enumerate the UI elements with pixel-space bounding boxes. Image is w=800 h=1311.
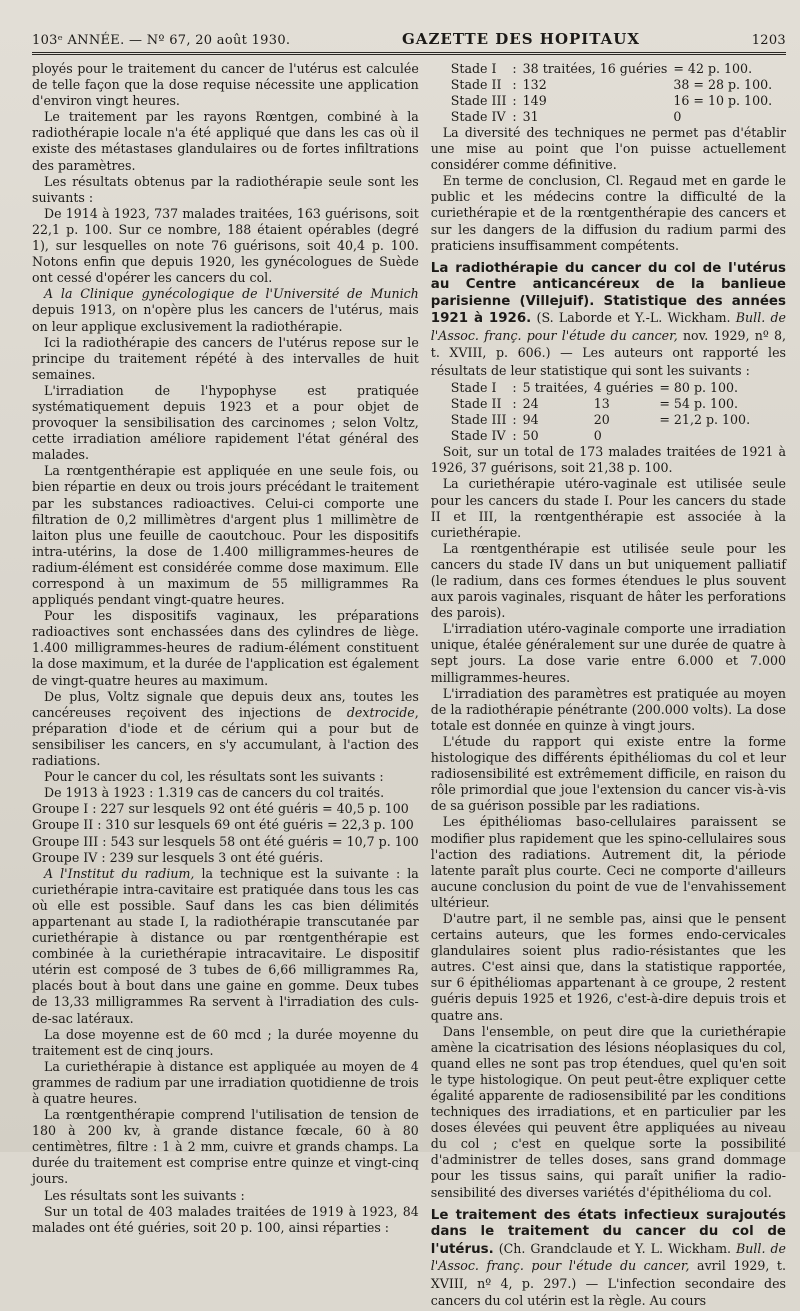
- table-cell: 24: [522, 396, 539, 412]
- table-cell: Stade IV: [450, 428, 506, 444]
- paragraph-text: , préparation d'iode et de cérium qui a pour but de sensibiliser les cancers, en s'y accumulant, à l'action des radiations.: [32, 704, 419, 769]
- paragraph: Les résultats sont les suivants :: [44, 1187, 245, 1203]
- article-title: Le traitement des états infectieux surajoutés dans le traitement du cancer du col de l'utérus.: [430, 1207, 786, 1257]
- table-row: [451, 61, 778, 77]
- stage-table-1: [451, 61, 778, 125]
- table-cell: Stade IV: [450, 109, 506, 124]
- paragraph: La dose moyenne est de 60 mcd ; la durée moyenne du traitement est de cinq jours.: [32, 1026, 419, 1058]
- table-cell: Stade III: [450, 412, 507, 428]
- paragraph: Pour le cancer du col, les résultats sont les suivants :: [44, 769, 384, 785]
- paragraph: L'étude du rapport qui existe entre la forme histologique des différents épithéliomas du col et leur radiosensibilité est extrêmement difficile, en raison du rôle primordial que joue l'extension du cancer vis-à-vis de sa guérison possible par les radiations.: [430, 733, 786, 814]
- emphasis: dextrocide: [346, 704, 415, 720]
- table-cell: :: [512, 396, 517, 412]
- group-line: Groupe III : 543 sur lesquels 58 ont été guéris = 10,7 p. 100: [32, 833, 419, 849]
- paragraph: La curiethérapie à distance est appliquée au moyen de 4 grammes de radium par une irradiation quotidienne de trois à quatre heures.: [32, 1058, 419, 1106]
- left-column: [32, 61, 419, 1235]
- reference-text: avril 1929, t. XVIII, nº 4, p. 297.) — L'infection secondaire des cancers du col utérin est la règle. Au cours: [430, 1258, 787, 1309]
- paragraph-text: De plus, Voltz signale que depuis deux ans, toutes les cancéreuses reçoivent des injections de: [32, 688, 419, 720]
- group-line: Groupe IV : 239 sur lesquels 3 ont été guéris.: [32, 849, 324, 865]
- table-cell: Stade II: [450, 77, 502, 92]
- paragraph: Les épithéliomas baso-cellulaires paraissent se modifier plus rapidement que les spino-cellulaires sous l'action des radiations. Autrement dit, la période latente paraît plus courte. Ceci ne comporte d'ailleurs aucune conclusion du point de vue de l'envahissement ultérieur.: [430, 814, 786, 910]
- table-cell: Stade I: [450, 380, 497, 396]
- paragraph: De 1914 à 1923, 737 malades traitées, 163 guérisons, soit 22,1 p. 100. Sur ce nombre, 188 étaient opérables (degré 1), sur lesquelles on note 76 guérisons, soit 40,4 p. 100. Notons enfin que depuis 1920, les gynécologues de Suède ont cessé d'opérer les cancers du col.: [32, 205, 419, 286]
- paragraph: [32, 286, 419, 334]
- paragraph: Les résultats obtenus par la radiothérapie seule sont les suivants :: [32, 173, 419, 205]
- table-cell: 0: [673, 109, 682, 124]
- journal-citation: Bull. de l'Assoc. franç. pour l'étude du cancer,: [430, 310, 786, 343]
- table-cell: 0: [593, 428, 602, 444]
- emphasis: A l'Institut du radium,: [44, 865, 195, 881]
- paragraph: L'irradiation de l'hypophyse est pratiquée systématiquement depuis 1923 et a pour objet de provoquer la sensibilisation des carcinomes ; selon Voltz, cette irradiation améliore rapidement l'état général des malades.: [32, 382, 419, 463]
- paragraph: Dans l'ensemble, on peut dire que la curiethérapie amène la cicatrisation des lésions néoplasiques du col, quand elles ne sont pas trop étendues, quel qu'en soit le type histologique. On peut peut-être expliquer cette égalité apparente de radiosensibilité par les conditions techniques des irradiations, et en particulier par les doses élevées qui peuvent être appliquées au niveau du col ; c'est en quelque sorte la possibilité d'administrer de telles doses, sans grand dommage pour les tissus sains, qui paraît unifier la radio-sensibilité des diverses variétés d'épithélioma du col.: [430, 1023, 786, 1200]
- table-cell: = 42 p. 100.: [673, 61, 753, 76]
- table-cell: 50: [522, 428, 539, 444]
- table-cell: 38 = 28 p. 100.: [673, 77, 773, 92]
- table-cell: 16 = 10 p. 100.: [673, 93, 773, 108]
- table-row: [451, 109, 778, 125]
- paragraph: D'autre part, il ne semble pas, ainsi que le pensent certains auteurs, que les formes endo-cervicales glandulaires soient plus radio-résistantes que les autres. C'est ainsi que, dans la statistique rapportée, sur 6 épithéliomas appartenant à ce groupe, 2 restent guéris depuis 1925 et 1926, c'est-à-dire depuis trois et quatre ans.: [430, 910, 786, 1023]
- table-row: [451, 412, 756, 428]
- article-heading: [431, 261, 786, 381]
- paragraph: Ici la radiothérapie des cancers de l'utérus repose sur le principe du traitement répété à des intervalles de huit semaines.: [32, 334, 419, 382]
- paragraph: De 1913 à 1923 : 1.319 cas de cancers du col traités.: [44, 785, 385, 801]
- paragraph: La curiethérapie utéro-vaginale est utilisée seule pour les cancers du stade I. Pour les cancers du stade II et III, la rœntgenthérapie est associée à la curiethérapie.: [430, 476, 786, 540]
- paragraph: Pour les dispositifs vaginaux, les préparations radioactives sont enchassées dans des cylindres de liège. 1.400 milligrammes-heures de radium-élément constituent la dose maximum, et la durée de l'application est également de vingt-quatre heures au maximum.: [32, 608, 419, 688]
- table-cell: 31: [522, 109, 539, 124]
- article-heading: [431, 1208, 786, 1311]
- table-cell: 38 traitées, 16 guéries: [522, 61, 668, 76]
- table-cell: :: [512, 412, 517, 428]
- paragraph: L'irradiation utéro-vaginale comporte une irradiation unique, étalée généralement sur une durée de quatre à sept jours. La dose varie entre 6.000 et 7.000 milligrammes-heures.: [430, 621, 786, 685]
- reference-text: nov. 1929, nº 8, t. XVIII, p. 606.) — Les auteurs ont rapporté les résultats de leur statistique qui sont les suivants :: [430, 327, 786, 378]
- table-cell: 20: [593, 412, 610, 428]
- table-cell: :: [512, 77, 517, 92]
- paragraph: [32, 689, 419, 769]
- paragraph-text: la technique est la suivante : la curiethérapie intra-cavitaire est pratiquée dans tous les cas où elle est possible. Sauf dans les cas bien délimités appartenant au stade I, la radiothérapie transcutanée par curiethérapie à distance ou par rœntgenthérapie est combinée à la curiethérapie intracavitaire. Le dispositif utérin est composé de 3 tubes de 6,66 milligrammes Ra, placés bout à bout dans une gaine en gomme. Deux tubes de 13,33 milligrammes Ra servent à l'irradiation des culs-de-sac latéraux.: [32, 865, 419, 1026]
- paragraph: La rœntgenthérapie est utilisée seule pour les cancers du stade IV dans un but uniquement palliatif (le radium, dans ces formes étendues le plus souvent aux parois vaginales, risquant de hâter les perforations des parois).: [430, 540, 786, 621]
- table-cell: Stade I: [450, 61, 497, 76]
- table-row: [451, 380, 756, 396]
- table-cell: :: [512, 109, 517, 124]
- table-cell: 132: [522, 77, 547, 92]
- table-row: [451, 77, 778, 93]
- table-cell: = 54 p. 100.: [659, 396, 739, 412]
- paragraph: En terme de conclusion, Cl. Regaud met en garde le public et les médecins contre la difficulté de la curiethérapie et de la rœntgenthérapie des cancers et sur les dangers de la diffusion du radium parmi des praticiens insuffisamment compétents.: [430, 173, 786, 253]
- article-title: La radiothérapie du cancer du col de l'utérus au Centre anticancéreux de la banlieue parisienne (Villejuif). Statistique des années 1921 à 1926.: [430, 260, 786, 327]
- paragraph: Le traitement par les rayons Rœntgen, combiné à la radiothérapie locale n'a été appliqué que dans les cas où il existe des métastases glandulaires ou de fortes infiltrations des paramètres.: [32, 109, 419, 173]
- paragraph-text: depuis 1913, on n'opère plus les cancers de l'utérus, mais on leur applique exclusivement la radiothérapie.: [32, 302, 419, 334]
- paragraph: La diversité des techniques ne permet pas d'établir une mise au point que l'on puisse actuellement considérer comme définitive.: [430, 125, 786, 173]
- table-row: [451, 396, 756, 412]
- page-header: [32, 30, 786, 55]
- group-line: Groupe I : 227 sur lesquels 92 ont été guéris = 40,5 p. 100: [32, 801, 409, 817]
- table-cell: 4 guéries: [593, 380, 654, 396]
- paragraph: La rœntgenthérapie comprend l'utilisation de tension de 180 à 200 kv, à grande distance fœcale, 60 à 80 centimètres, filtre : 1 à 2 mm, cuivre et grands champs. La durée du traitement est comprise entre quinze et vingt-cinq jours.: [32, 1107, 419, 1187]
- journal-citation: Bull. de l'Assoc. franç. pour l'étude du cancer,: [430, 1240, 786, 1274]
- issue-info: 103ᵉ ANNÉE. — Nº 67, 20 août 1930.: [32, 33, 291, 48]
- group-results: [32, 801, 419, 865]
- table-cell: = 21,2 p. 100.: [659, 412, 751, 428]
- table-cell: 13: [593, 396, 610, 412]
- table-row: [451, 93, 778, 109]
- paragraph: Sur un total de 403 malades traitées de 1919 à 1923, 84 malades ont été guéries, soit 20 p. 100, ainsi réparties :: [32, 1203, 419, 1235]
- group-line: Groupe II : 310 sur lesquels 69 ont été guéris = 22,3 p. 100: [32, 817, 414, 833]
- table-cell: = 80 p. 100.: [659, 380, 739, 396]
- table-cell: [659, 428, 756, 444]
- paragraph: ployés pour le traitement du cancer de l'utérus est calculée de telle façon que la dose requise nécessite une application d'environ vingt heures.: [32, 61, 419, 109]
- reference-text: (Ch. Grandclaude et Y. L. Wickham.: [493, 1240, 737, 1256]
- paragraph: La rœntgenthérapie est appliquée en une seule fois, ou bien répartie en deux ou trois jours précédant le traitement par les substances radioactives. Celui-ci comporte une filtration de 0,2 millimètres d'argent plus 1 millimètre de laiton plus une feuille de caoutchouc. Pour les dispositifs intra-utérins, la dose de 1.400 milligrammes-heures de radium-élément est considérée comme dose maximum. Elle correspond à un maximum de 55 milligrammes Ra appliqués pendant vingt-quatre heures.: [32, 463, 419, 608]
- paragraph: Soit, sur un total de 173 malades traitées de 1921 à 1926, 37 guérisons, soit 21,38 p. 100.: [430, 444, 786, 476]
- table-cell: 5 traitées,: [522, 380, 588, 396]
- table-row: [451, 428, 756, 444]
- table-cell: Stade II: [450, 396, 502, 412]
- table-cell: :: [512, 380, 517, 396]
- journal-title: GAZETTE DES HOPITAUX: [402, 30, 641, 48]
- paragraph: L'irradiation des paramètres est pratiquée au moyen de la radiothérapie pénétrante (200.000 volts). La dose totale est donnée en quinze à vingt jours.: [430, 685, 786, 733]
- table-cell: :: [512, 428, 517, 444]
- table-cell: :: [512, 93, 517, 108]
- table-cell: 149: [522, 93, 547, 108]
- text-columns: [32, 61, 787, 1309]
- table-cell: :: [512, 61, 517, 76]
- table-cell: Stade III: [450, 93, 507, 108]
- emphasis: A la Clinique gynécologique de l'Université de Munich: [44, 286, 419, 302]
- reference-text: (S. Laborde et Y.-L. Wickham.: [531, 310, 736, 326]
- page-number: 1203: [751, 33, 786, 48]
- right-column: [430, 61, 787, 1309]
- paragraph: [32, 866, 419, 1027]
- table-cell: 94: [522, 412, 539, 428]
- stage-table-2: [451, 380, 756, 444]
